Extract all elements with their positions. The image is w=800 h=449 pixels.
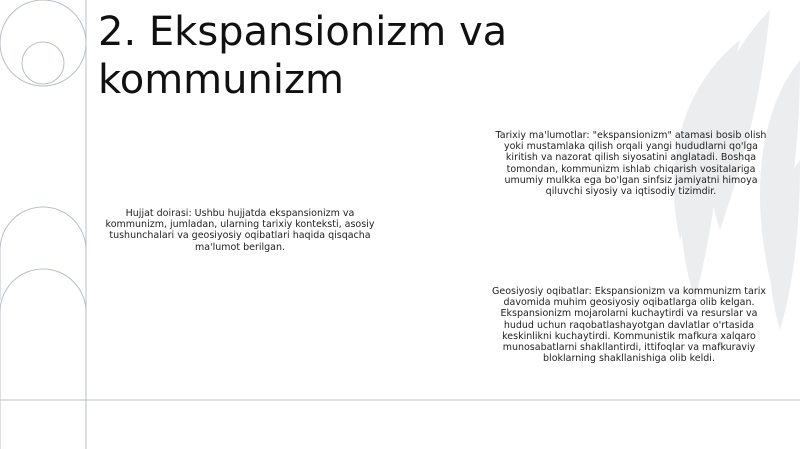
geopolitics-text-block: Geosiyosiy oqibatlar: Ekspansionizm va kommunizm tarix davomida muhim geosiyosiy oqibatlarga olib kelgan. Ekspansionizm mojarolarni kuchaytirdi va resurslar va hudud uchun raqobatlashayotgan davlatlar o'rtasida keskinlikni kuchaytirdi. Kommunistik mafkura xalqaro munosabatlarni shakllantirdi, ittifoqlar va mafkuraviy bloklarning shakllanishiga olib keldi. — [491, 286, 766, 365]
history-text-block: Tarixiy ma'lumotlar: "ekspansionizm" atamasi bosib olish yoki mustamlaka qilish orqali yangi hududlarni qo'lga kiritish va nazorat qilish siyosatini anglatadi. Boshqa tomondan, kommunizm ishlab chiqarish vositalariga umumiy mulkka ega bo'lgan sinfsiz jamiyatni himoya qiluvchi siyosiy va iqtisodiy tizimdir. — [495, 130, 767, 198]
deco-arch-lower — [0, 269, 86, 449]
page-title: 2. Ekspansionizm va kommunizm — [98, 9, 508, 103]
scope-text-block: Hujjat doirasi: Ushbu hujjatda ekspansionizm va kommunizm, jumladan, ularning tarixiy konteksti, asosiy tushunchalari va geosiyosiy oqibatlari haqida qisqacha ma'lumot berilgan. — [105, 208, 375, 253]
deco-circle-large — [0, 0, 86, 86]
deco-circle-small — [22, 42, 64, 84]
deco-arch-upper — [0, 207, 86, 300]
